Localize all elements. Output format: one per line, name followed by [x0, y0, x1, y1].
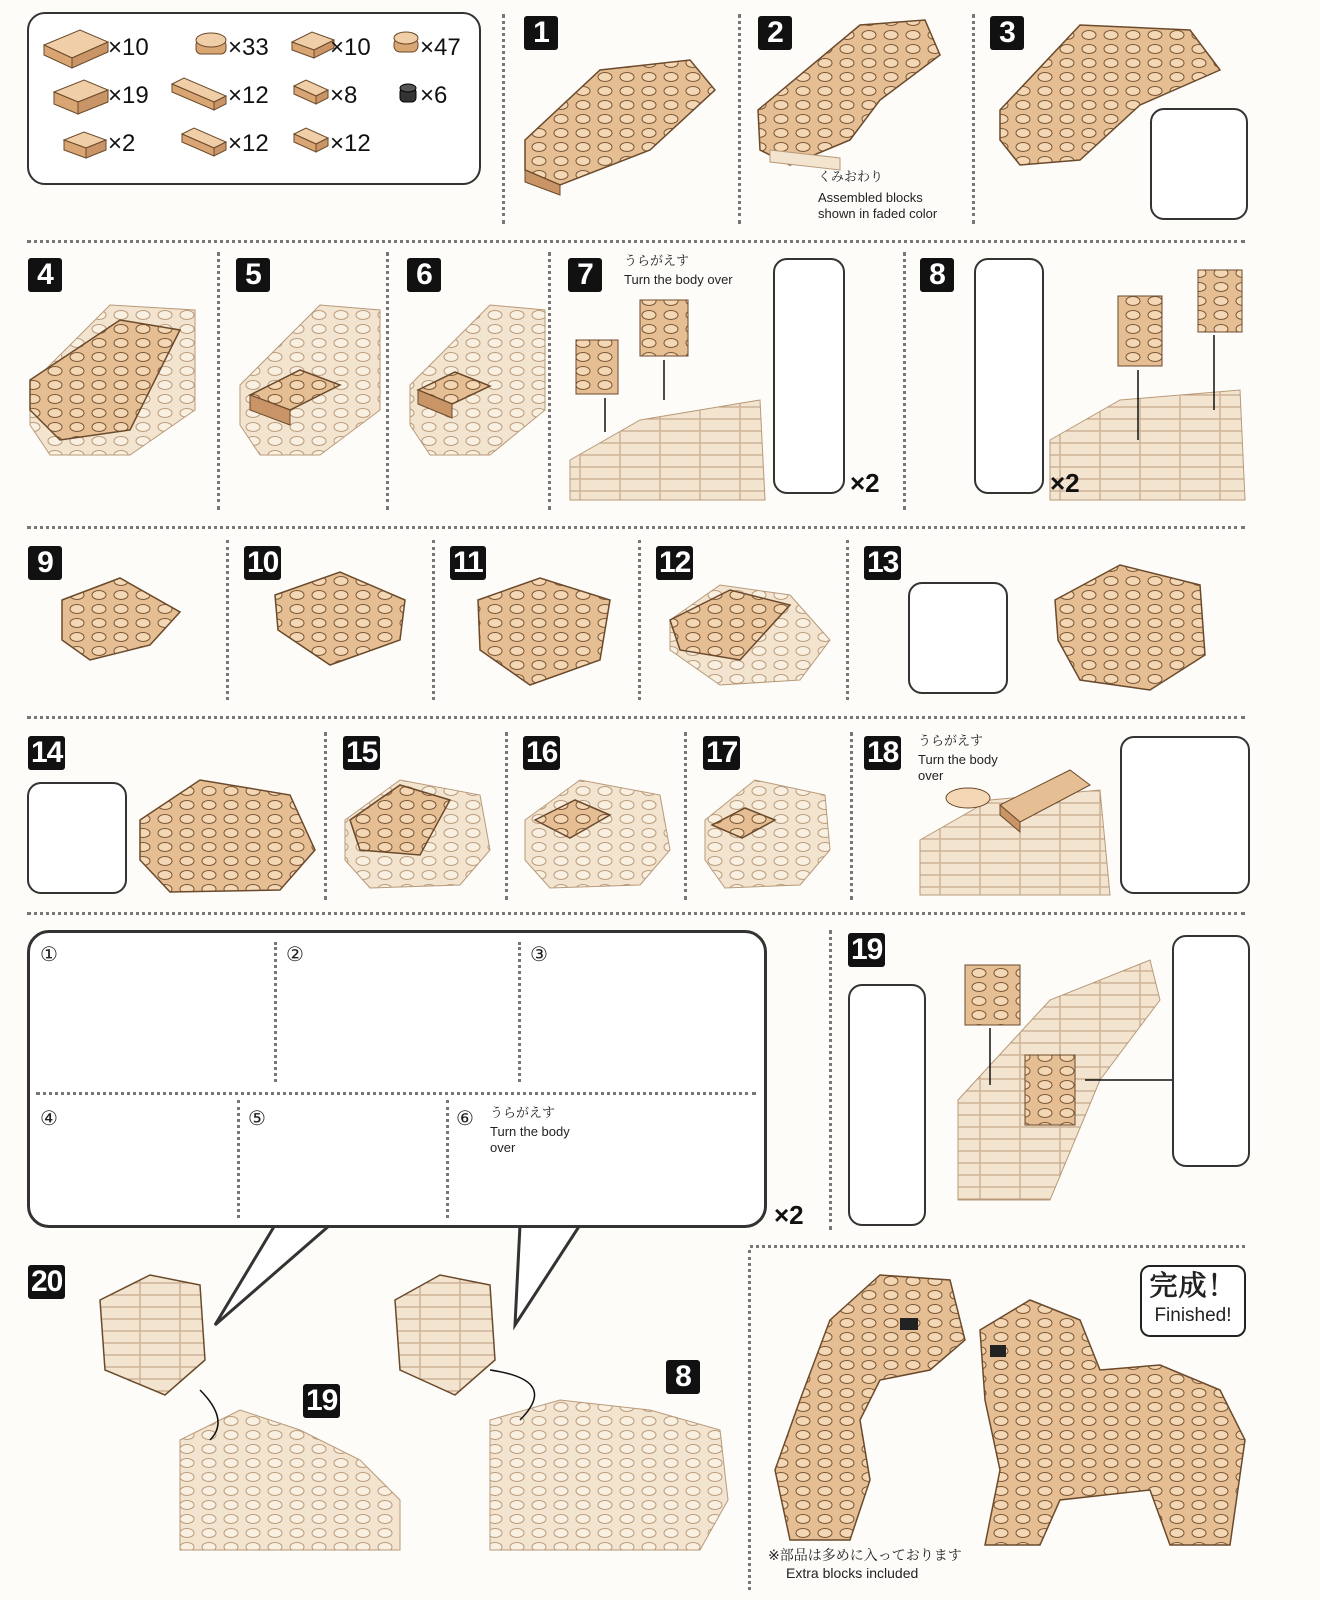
step-8-illustration — [1050, 270, 1245, 500]
extra-blocks-note-en: Extra blocks included — [786, 1565, 919, 1581]
step-number: 13 — [864, 546, 901, 580]
step-number: 11 — [450, 546, 486, 580]
step-number: 6 — [407, 258, 441, 292]
step-11-illustration — [478, 578, 610, 685]
step-19-illustration — [958, 960, 1175, 1200]
step-6-illustration — [410, 305, 545, 455]
substep-divider — [237, 1100, 240, 1218]
finished-label-en: Finished! — [1154, 1305, 1232, 1326]
assembled-note-en-line1: Assembled blocks — [818, 190, 923, 205]
turn-over-note-jp: うらがえす — [490, 1106, 556, 1121]
substeps-callout-box — [27, 930, 767, 1228]
part-count-brick-2x4: ×10 — [108, 34, 149, 61]
step-8-inset-box — [974, 258, 1044, 494]
part-count-brick-1x2: ×8 — [330, 82, 358, 109]
part-count-brick-1x3: ×12 — [228, 130, 269, 157]
step-14-illustration — [140, 780, 315, 892]
step-13-illustration — [1055, 565, 1205, 690]
part-count-brick-1x2-flat: ×12 — [330, 130, 371, 157]
part-count-black-round: ×6 — [420, 82, 448, 109]
step-5-illustration — [240, 305, 380, 455]
step-reference-number: 8 — [666, 1360, 700, 1394]
substep-number: ③ — [530, 942, 548, 966]
step-16-illustration — [525, 780, 670, 888]
step-number: 3 — [990, 16, 1024, 50]
substep-divider — [274, 942, 277, 1082]
turn-over-note-jp: うらがえす — [624, 254, 690, 269]
step-18-illustration — [920, 770, 1110, 895]
part-count-round-cluster: ×33 — [228, 34, 269, 61]
step-7-illustration — [570, 300, 765, 500]
step-number: 10 — [244, 546, 281, 580]
times-two-label: ×2 — [850, 468, 880, 498]
step-14-inset-box — [27, 782, 127, 894]
step-20-illustration — [100, 1275, 728, 1550]
assembled-note-en-line2: shown in faded color — [818, 206, 938, 221]
step-number: 1 — [524, 16, 558, 50]
turn-over-note-en: Turn the body over — [624, 272, 733, 287]
step-13-inset-box — [908, 582, 1008, 694]
step-1-illustration — [525, 60, 715, 195]
turn-over-note-en: over — [490, 1140, 516, 1155]
step-number: 16 — [523, 736, 560, 770]
step-number: 2 — [758, 16, 792, 50]
step-number: 14 — [28, 736, 65, 770]
turn-over-note-jp: うらがえす — [918, 734, 984, 749]
substep-divider — [36, 1092, 756, 1095]
step-number: 5 — [236, 258, 270, 292]
step-3-inset-box — [1150, 108, 1248, 220]
part-count-slope: ×10 — [330, 34, 371, 61]
times-two-label: ×2 — [1050, 468, 1080, 498]
substep-divider — [518, 942, 521, 1082]
turn-over-note-en: Turn the body — [490, 1124, 570, 1139]
step-reference-number: 19 — [303, 1384, 340, 1418]
step-19-left-inset-box — [848, 984, 926, 1226]
part-count-round-1x2: ×47 — [420, 34, 461, 61]
step-12-illustration — [670, 585, 830, 685]
turn-over-note-en: Turn the body — [918, 752, 998, 767]
step-number: 18 — [864, 736, 901, 770]
step-15-illustration — [345, 780, 490, 888]
part-count-brick-2x2: ×2 — [108, 130, 136, 157]
step-number: 7 — [568, 258, 602, 292]
step-number: 4 — [28, 258, 62, 292]
step-number: 8 — [920, 258, 954, 292]
finished-label-jp: 完成！ — [1149, 1269, 1237, 1302]
step-17-illustration — [705, 780, 830, 888]
step-7-inset-box — [773, 258, 845, 494]
step-19-right-inset-box — [1172, 935, 1250, 1167]
step-number: 20 — [28, 1265, 65, 1299]
substep-number: ⑥ — [456, 1106, 474, 1130]
extra-blocks-note-jp: ※部品は多めに入っております — [768, 1548, 962, 1564]
step-9-illustration — [62, 578, 180, 660]
step-number: 19 — [848, 933, 885, 967]
step-4-illustration — [30, 305, 195, 455]
step-number: 12 — [656, 546, 693, 580]
substep-divider — [446, 1100, 449, 1218]
turn-over-note-en: over — [918, 768, 944, 783]
substep-number: ⑤ — [248, 1106, 266, 1130]
step-number: 9 — [28, 546, 62, 580]
step-18-inset-box — [1120, 736, 1250, 894]
step-10-illustration — [275, 572, 405, 665]
finished-badge — [1140, 1265, 1246, 1337]
substep-number: ④ — [40, 1106, 58, 1130]
step-number: 17 — [703, 736, 740, 770]
times-two-label: ×2 — [774, 1200, 804, 1230]
part-count-brick-2x3: ×19 — [108, 82, 149, 109]
substep-number: ① — [40, 942, 58, 966]
assembled-note-jp: くみおわり — [818, 170, 884, 185]
part-count-brick-1x4: ×12 — [228, 82, 269, 109]
step-number: 15 — [343, 736, 380, 770]
substep-number: ② — [286, 942, 304, 966]
